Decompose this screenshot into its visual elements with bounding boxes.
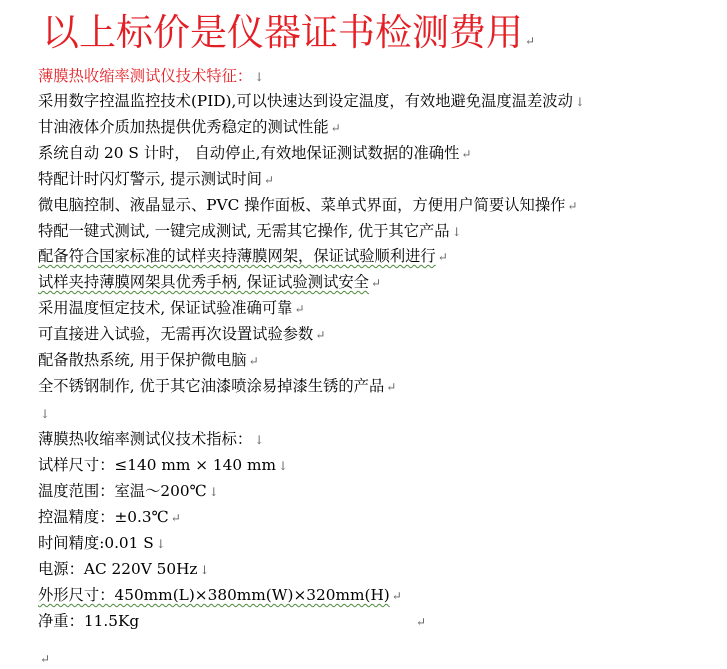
paragraph-mark-icon: ↵ [437, 250, 448, 264]
feature-item: 试样夹持薄膜网架具优秀手柄, 保证试验测试安全 ↵ [38, 273, 382, 291]
feature-item: 系统自动 20 S 计时， 自动停止,有效地保证测试数据的准确性 ↵ [38, 144, 472, 162]
paragraph-mark-icon: ↵ [248, 354, 259, 368]
line-break-icon: ↓ [155, 537, 166, 551]
feature-item: 采用温度恒定技术, 保证试验准确可靠 ↵ [38, 299, 305, 317]
feature-item: 微电脑控制、液晶显示、PVC 操作面板、菜单式界面，方便用户简要认知操作 ↵ [38, 196, 578, 214]
paragraph-mark-icon: ↵ [330, 121, 341, 135]
feature-item: 特配一键式测试, 一键完成测试, 无需其它操作, 优于其它产品 ↓ [38, 222, 462, 240]
line-break-icon: ↓ [254, 70, 265, 84]
specs-heading: 薄膜热收缩率测试仪技术指标： ↓ [38, 430, 265, 448]
feature-item: 特配计时闪灯警示, 提示测试时间 ↵ [38, 170, 274, 188]
spec-item: 试样尺寸：≤140 mm × 140 mm ↓ [38, 456, 289, 474]
line-break-icon: ↓ [40, 407, 51, 421]
line-break-icon: ↓ [277, 459, 289, 473]
feature-item: 全不锈钢制作, 优于其它油漆喷涂易掉漆生锈的产品 ↵ [38, 377, 397, 395]
line-break-icon: ↓ [574, 95, 585, 109]
feature-item: 可直接进入试验，无需再次设置试验参数 ↵ [38, 325, 326, 343]
paragraph-mark-icon: ↵ [370, 276, 382, 290]
paragraph-mark-icon: ↵ [567, 199, 578, 213]
paragraph-mark-icon: ↵ [416, 615, 427, 629]
line-break-icon: ↓ [208, 485, 219, 499]
features-heading: 薄膜热收缩率测试仪技术特征： ↓ [38, 67, 265, 85]
feature-item: 配备散热系统, 用于保护微电脑 ↵ [38, 351, 259, 369]
spec-item: 外形尺寸：450mm(L)×380mm(W)×320mm(H) ↵ [38, 586, 402, 604]
spec-item: 控温精度：±0.3℃ ↵ [38, 508, 181, 526]
feature-item: 配备符合国家标准的试样夹持薄膜网架，保证试验顺利进行 ↵ [38, 247, 448, 265]
spec-item: 时间精度:0.01 S ↓ [38, 534, 166, 552]
end-mark [38, 648, 50, 669]
paragraph-mark-icon: ↵ [294, 302, 305, 316]
feature-item: 采用数字控温监控技术(PID),可以快速达到设定温度，有效地避免温度温差波动 ↓ [38, 92, 585, 110]
paragraph-mark-icon: ↵ [263, 173, 274, 187]
spec-item: 电源：AC 220V 50Hz ↓ [38, 560, 210, 578]
line-break-icon: ↓ [254, 433, 265, 447]
empty-line [38, 403, 50, 424]
paragraph-mark-icon: ↵ [525, 34, 536, 48]
feature-item: 甘油液体介质加热提供优秀稳定的测试性能 ↵ [38, 118, 341, 136]
line-break-icon: ↓ [451, 225, 462, 239]
spec-item: 净重：11.5Kg [38, 612, 140, 630]
end-mark [414, 611, 426, 632]
paragraph-mark-icon: ↵ [315, 328, 326, 342]
paragraph-mark-icon: ↵ [40, 652, 51, 666]
line-break-icon: ↓ [199, 563, 210, 577]
paragraph-mark-icon: ↵ [386, 380, 397, 394]
spec-item: 温度范围：室温～200℃ ↓ [38, 482, 219, 500]
page-title: 以上标价是仪器证书检测费用 ↵ [42, 11, 536, 54]
paragraph-mark-icon: ↵ [170, 511, 181, 525]
paragraph-mark-icon: ↵ [461, 147, 472, 161]
paragraph-mark-icon: ↵ [391, 589, 402, 603]
